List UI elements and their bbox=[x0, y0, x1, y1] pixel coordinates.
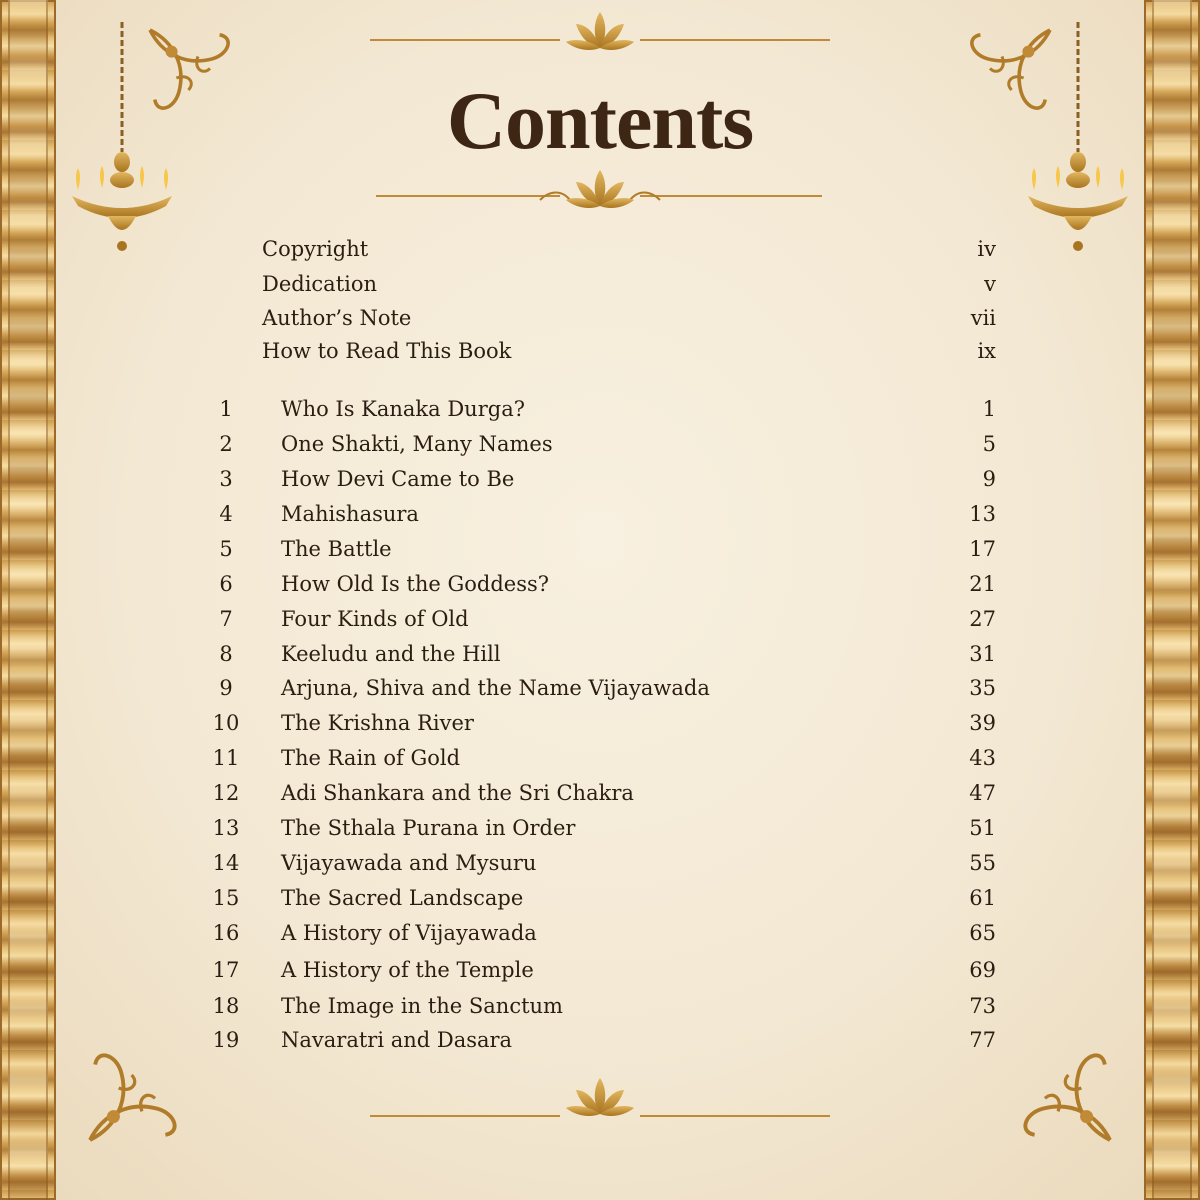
entry-page: 77 bbox=[969, 1028, 996, 1052]
entry-page: 21 bbox=[969, 572, 996, 596]
entry-page: 61 bbox=[969, 886, 996, 910]
toc-entry-front-dedication[interactable] bbox=[0, 267, 1200, 301]
entry-title: A History of the Temple bbox=[281, 958, 534, 982]
entry-title: A History of Vijayawada bbox=[281, 921, 537, 945]
entry-page: 43 bbox=[969, 746, 996, 770]
entry-title: How Old Is the Goddess? bbox=[281, 572, 550, 596]
entry-title: Dedication bbox=[262, 272, 378, 296]
entry-title: How to Read This Book bbox=[262, 339, 512, 363]
toc-entry-chapter-7[interactable] bbox=[0, 602, 1200, 636]
chapter-number: 14 bbox=[212, 851, 240, 875]
entry-page: 51 bbox=[969, 816, 996, 840]
entry-title: Copyright bbox=[262, 237, 369, 261]
entry-page: vii bbox=[970, 306, 996, 330]
toc-entry-chapter-18[interactable] bbox=[0, 989, 1200, 1023]
toc-entry-front-copyright[interactable] bbox=[0, 232, 1200, 266]
toc-entry-chapter-16[interactable] bbox=[0, 916, 1200, 950]
toc-entry-chapter-9[interactable] bbox=[0, 671, 1200, 705]
toc-entry-chapter-10[interactable] bbox=[0, 706, 1200, 740]
chapter-number: 11 bbox=[212, 746, 240, 770]
toc-entry-chapter-2[interactable] bbox=[0, 427, 1200, 461]
entry-title: Mahishasura bbox=[281, 502, 419, 526]
toc-entry-chapter-17[interactable] bbox=[0, 953, 1200, 987]
entry-title: The Battle bbox=[281, 537, 392, 561]
toc-entry-chapter-12[interactable] bbox=[0, 776, 1200, 810]
entry-title: Four Kinds of Old bbox=[281, 607, 469, 631]
entry-page: 27 bbox=[969, 607, 996, 631]
toc-entry-chapter-4[interactable] bbox=[0, 497, 1200, 531]
chapter-number: 6 bbox=[219, 572, 233, 596]
entry-title: The Krishna River bbox=[281, 711, 474, 735]
chapter-number: 12 bbox=[212, 781, 240, 805]
entry-page: 47 bbox=[969, 781, 996, 805]
chapter-number: 2 bbox=[219, 432, 233, 456]
entry-page: 17 bbox=[969, 537, 996, 561]
entry-page: 13 bbox=[969, 502, 996, 526]
entry-page: 9 bbox=[982, 467, 996, 491]
toc-entry-chapter-13[interactable] bbox=[0, 811, 1200, 845]
entry-title: Who Is Kanaka Durga? bbox=[281, 397, 525, 421]
chapter-number: 3 bbox=[219, 467, 233, 491]
chapter-number: 8 bbox=[219, 642, 233, 666]
chapter-number: 17 bbox=[212, 958, 240, 982]
entry-page: 73 bbox=[969, 994, 996, 1018]
toc-entry-front-how-to-read[interactable] bbox=[0, 334, 1200, 368]
entry-title: The Image in the Sanctum bbox=[281, 994, 563, 1018]
entry-title: Author’s Note bbox=[262, 306, 412, 330]
chapter-number: 9 bbox=[219, 676, 233, 700]
chapter-number: 18 bbox=[212, 994, 240, 1018]
chapter-number: 5 bbox=[219, 537, 233, 561]
toc-entry-chapter-19[interactable] bbox=[0, 1023, 1200, 1057]
entry-page: 5 bbox=[982, 432, 996, 456]
entry-title: The Sacred Landscape bbox=[281, 886, 524, 910]
entry-page: 31 bbox=[969, 642, 996, 666]
chapter-number: 13 bbox=[212, 816, 240, 840]
entry-title: Navaratri and Dasara bbox=[281, 1028, 513, 1052]
toc-entry-chapter-14[interactable] bbox=[0, 846, 1200, 880]
chapter-number: 16 bbox=[212, 921, 240, 945]
entry-title: Keeludu and the Hill bbox=[281, 642, 501, 666]
entry-title: The Rain of Gold bbox=[281, 746, 461, 770]
chapter-number: 1 bbox=[219, 397, 233, 421]
entry-page: 55 bbox=[969, 851, 996, 875]
entry-title: Arjuna, Shiva and the Name Vijayawada bbox=[281, 676, 710, 700]
page-title: Contents bbox=[446, 75, 754, 166]
toc-entry-chapter-3[interactable] bbox=[0, 462, 1200, 496]
entry-title: One Shakti, Many Names bbox=[281, 432, 553, 456]
entry-page: 39 bbox=[969, 711, 996, 735]
toc-entry-chapter-11[interactable] bbox=[0, 741, 1200, 775]
toc-entry-chapter-15[interactable] bbox=[0, 881, 1200, 915]
toc-entry-chapter-5[interactable] bbox=[0, 532, 1200, 566]
entry-page: 1 bbox=[982, 397, 996, 421]
entry-title: How Devi Came to Be bbox=[281, 467, 515, 491]
chapter-number: 15 bbox=[212, 886, 240, 910]
chapter-number: 19 bbox=[212, 1028, 240, 1052]
entry-page: ix bbox=[977, 339, 996, 363]
entry-page: iv bbox=[977, 237, 996, 261]
toc-entry-chapter-6[interactable] bbox=[0, 567, 1200, 601]
toc-entry-front-authors-note[interactable] bbox=[0, 301, 1200, 335]
toc-entry-chapter-1[interactable] bbox=[0, 392, 1200, 426]
chapter-number: 7 bbox=[219, 607, 233, 631]
entry-page: 69 bbox=[969, 958, 996, 982]
entry-page: 65 bbox=[969, 921, 996, 945]
entry-page: v bbox=[984, 272, 996, 296]
chapter-number: 10 bbox=[212, 711, 240, 735]
entry-title: Vijayawada and Mysuru bbox=[281, 851, 537, 875]
entry-title: Adi Shankara and the Sri Chakra bbox=[281, 781, 634, 805]
chapter-number: 4 bbox=[219, 502, 233, 526]
entry-page: 35 bbox=[969, 676, 996, 700]
toc-entry-chapter-8[interactable] bbox=[0, 637, 1200, 671]
entry-title: The Sthala Purana in Order bbox=[281, 816, 576, 840]
